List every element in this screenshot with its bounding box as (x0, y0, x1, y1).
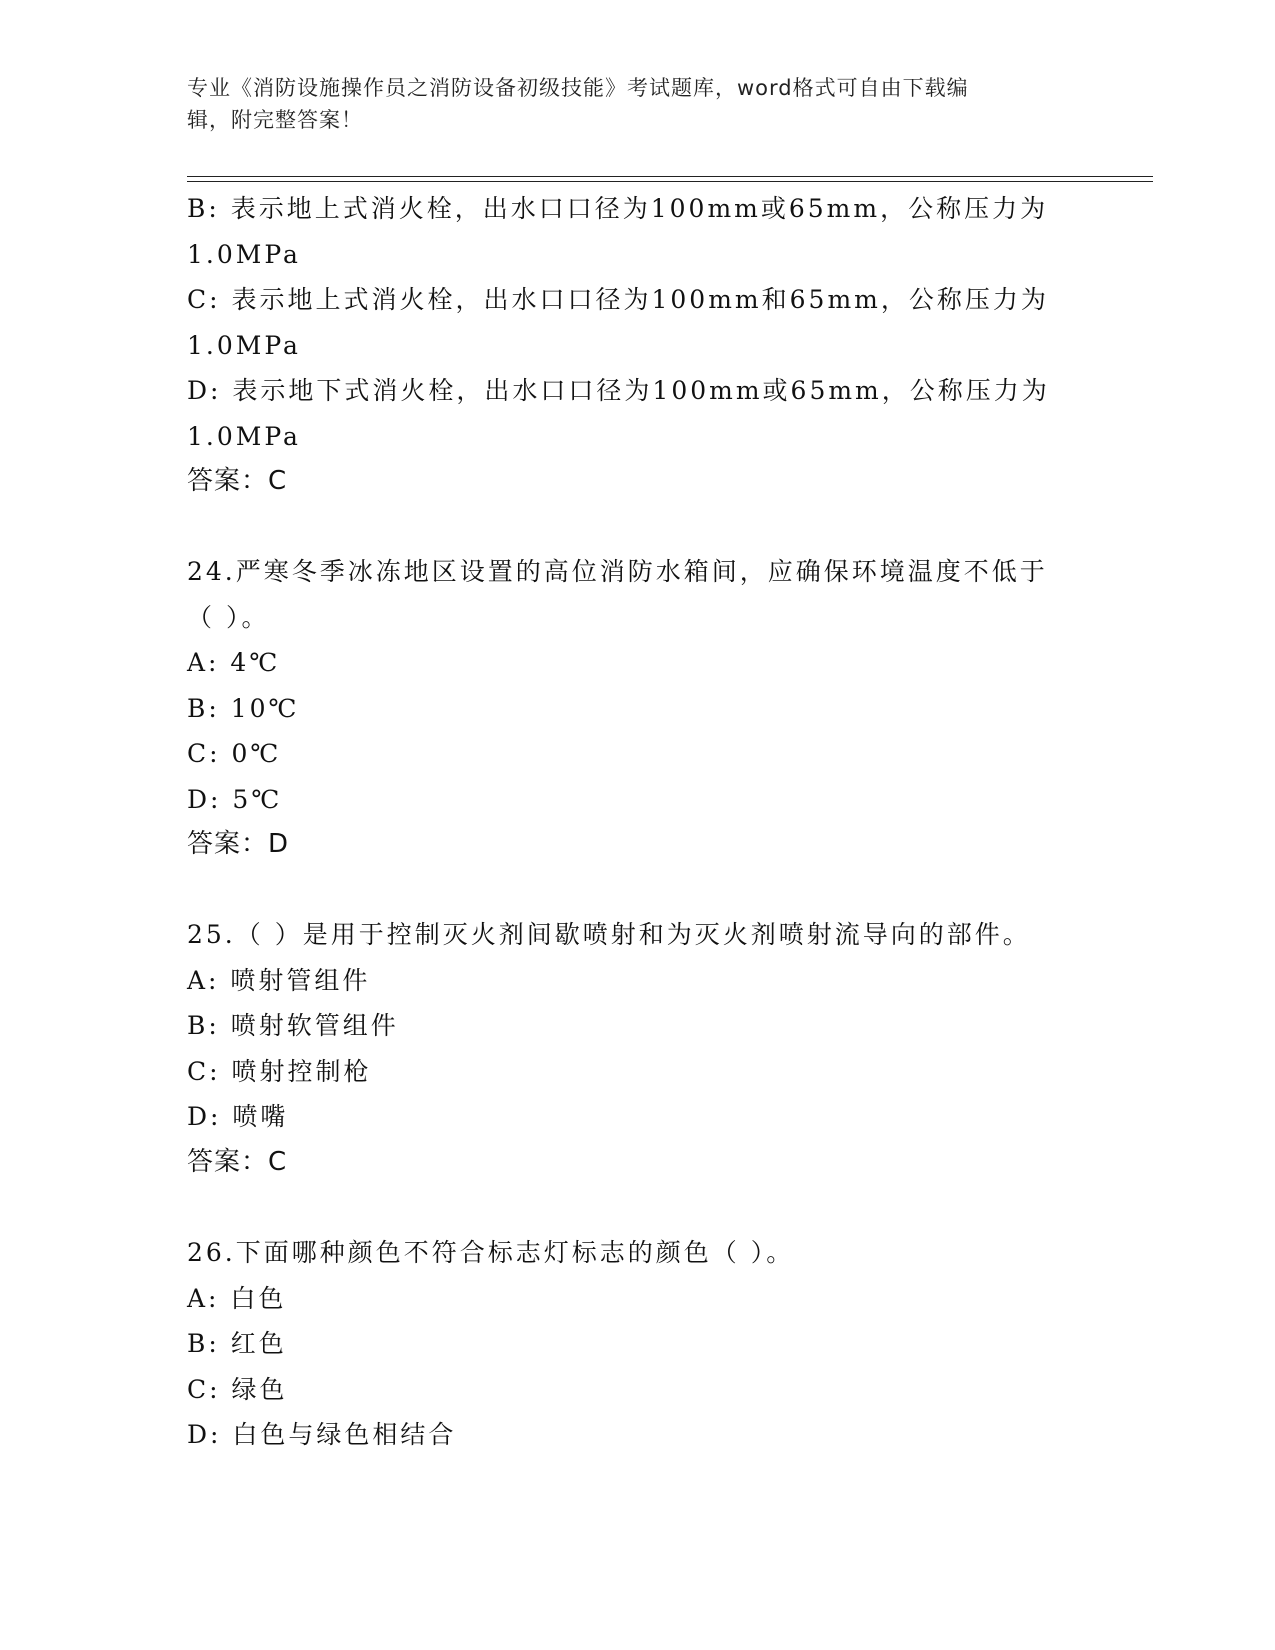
header-divider-bottom (187, 181, 1153, 182)
q24-option-c: C: 0℃ (187, 739, 282, 768)
q26-option-d: D: 白色与绿色相结合 (187, 1420, 457, 1449)
q24-answer: 答案：D (187, 829, 290, 859)
q25-option-a: A: 喷射管组件 (187, 966, 371, 995)
q25-option-b: B: 喷射软管组件 (187, 1011, 399, 1040)
header-line-2: 辑，附完整答案！ (187, 108, 363, 132)
q23-option-d-line2: 1.0MPa (187, 422, 301, 451)
q23-option-d-line1: D: 表示地下式消火栓，出水口口径为100mm或65mm，公称压力为 (187, 376, 1050, 405)
q24-option-b: B: 10℃ (187, 694, 300, 723)
q23-option-b-line2: 1.0MPa (187, 240, 301, 269)
q24-question-line1: 24.严寒冬季冰冻地区设置的高位消防水箱间，应确保环境温度不低于 (187, 557, 1048, 586)
q23-answer: 答案：C (187, 466, 288, 496)
q24-question-line2: （ ）。 (187, 603, 270, 632)
q26-option-c: C: 绿色 (187, 1375, 288, 1404)
q26-option-a: A: 白色 (187, 1284, 287, 1313)
q26-option-b: B: 红色 (187, 1329, 287, 1358)
header-line-1: 专业《消防设施操作员之消防设备初级技能》考试题库，word格式可自由下载编 (187, 76, 969, 100)
document-header (187, 72, 1087, 136)
q23-option-b-line1: B: 表示地上式消火栓，出水口口径为100mm或65mm，公称压力为 (187, 194, 1049, 223)
q26-question-line1: 26.下面哪种颜色不符合标志灯标志的颜色（ ）。 (187, 1238, 795, 1267)
q25-question-line1: 25.（ ）是用于控制灭火剂间歇喷射和为灭火剂喷射流导向的部件。 (187, 920, 1031, 949)
q25-option-c: C: 喷射控制枪 (187, 1057, 372, 1086)
header-divider-top (187, 176, 1153, 177)
q23-option-c-line1: C: 表示地上式消火栓，出水口口径为100mm和65mm，公称压力为 (187, 285, 1049, 314)
q23-option-c-line2: 1.0MPa (187, 331, 301, 360)
q24-option-d: D: 5℃ (187, 785, 283, 814)
q25-option-d: D: 喷嘴 (187, 1102, 289, 1131)
q25-answer: 答案：C (187, 1147, 288, 1177)
q24-option-a: A: 4℃ (187, 648, 281, 677)
